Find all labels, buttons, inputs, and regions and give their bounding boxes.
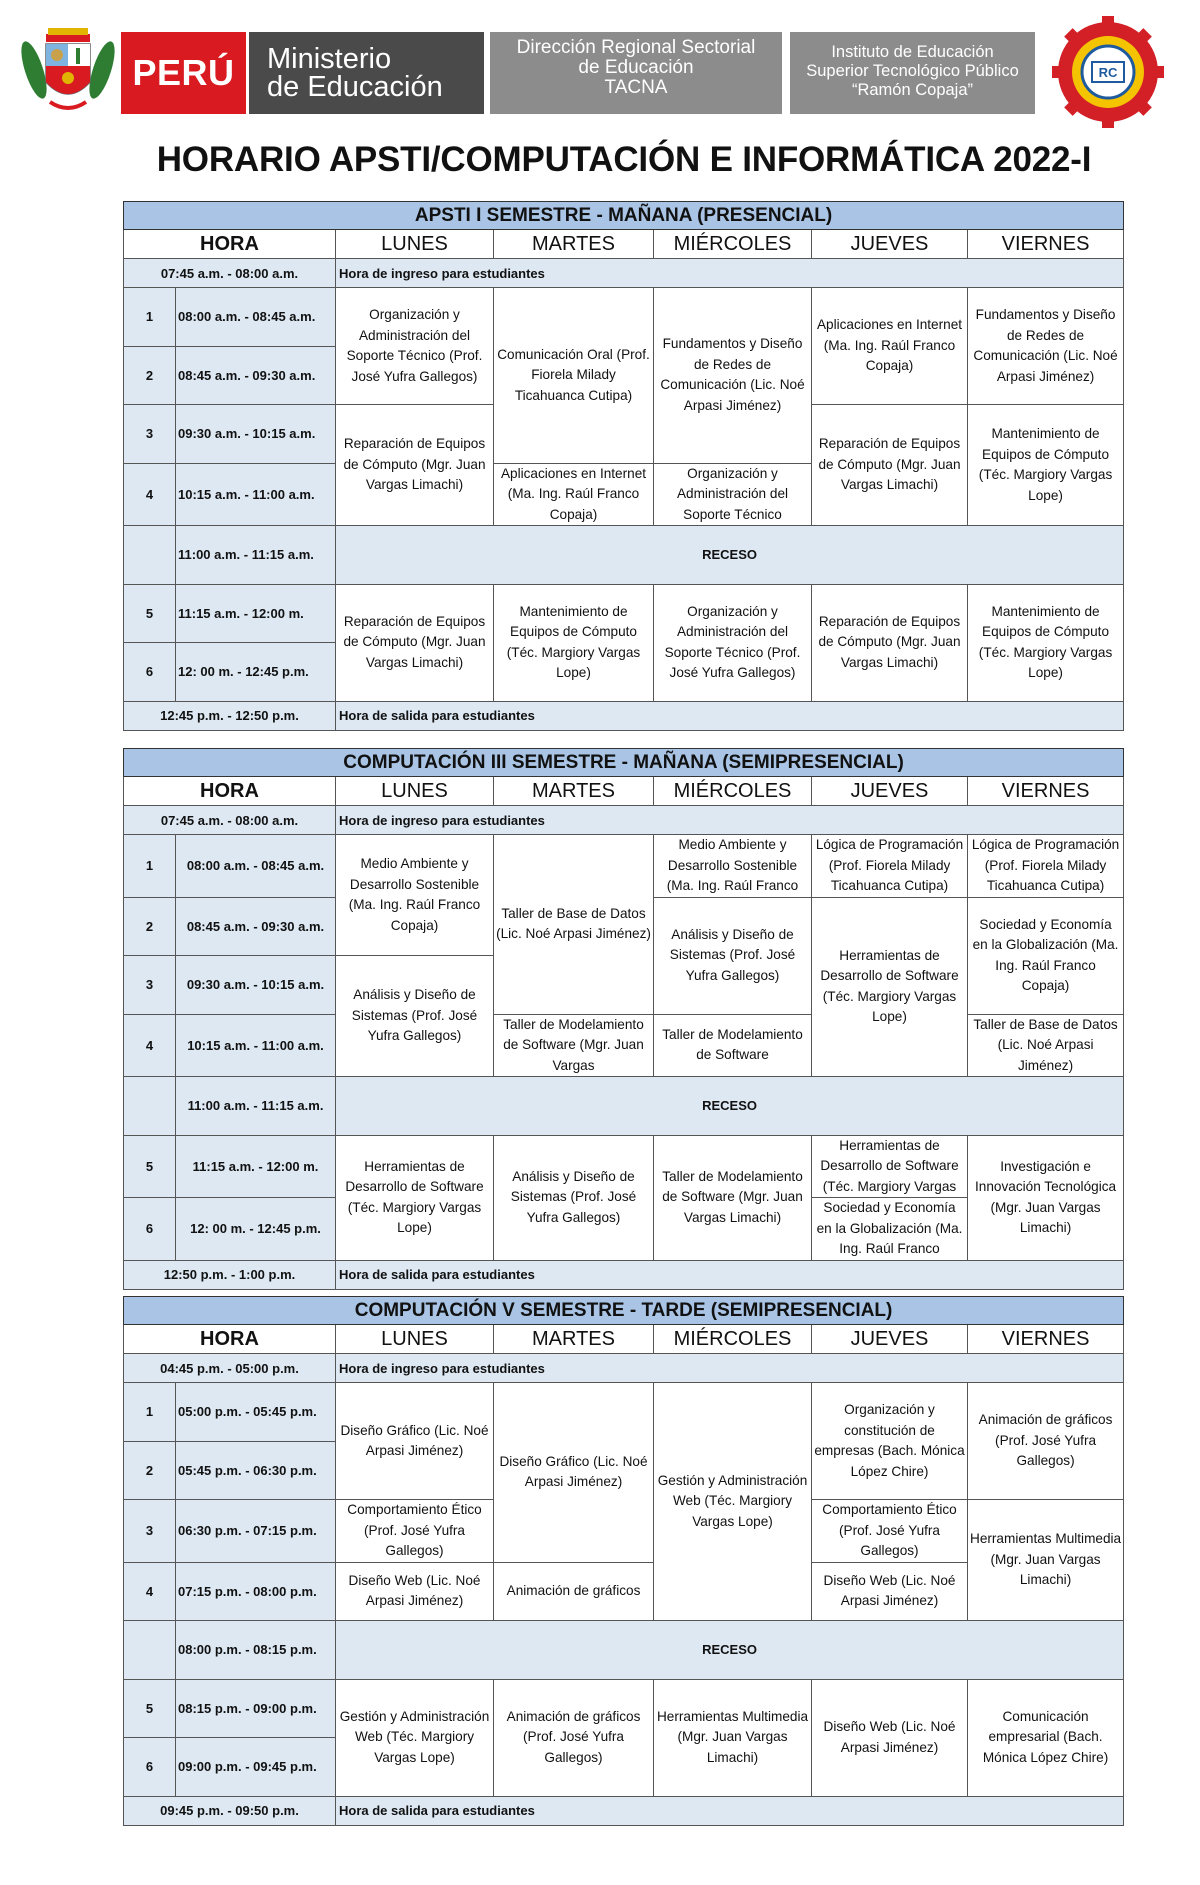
recess-time: 08:00 p.m. - 08:15 p.m. [176,1621,336,1680]
col-header-viernes: VIERNES [968,777,1124,806]
block-number: 4 [124,1014,176,1077]
block-time: 10:15 a.m. - 11:00 a.m. [176,463,336,526]
course-cell: Aplicaciones en Internet (Ma. Ing. Raúl Franco Copaja) [494,463,654,526]
exit-time: 12:45 p.m. - 12:50 p.m. [124,701,336,730]
course-cell: Fundamentos y Diseño de Redes de Comunicación (Lic. Noé Arpasi Jiménez) [968,288,1124,405]
course-cell: Reparación de Equipos de Cómputo (Mgr. Juan Vargas Limachi) [336,584,494,701]
recess-label: RECESO [336,1621,1124,1680]
course-cell: Comunicación empresarial (Bach. Mónica López Chire) [968,1679,1124,1796]
col-header-viernes: VIERNES [968,1325,1124,1354]
block-time: 09:30 a.m. - 10:15 a.m. [176,956,336,1015]
course-cell: Fundamentos y Diseño de Redes de Comunicación (Lic. Noé Arpasi Jiménez) [654,288,812,464]
ministerio-logo [246,32,484,114]
peru-logo: PERÚ [121,32,246,114]
block-number: 2 [124,346,176,405]
course-cell: Comportamiento Ético (Prof. José Yufra Gallegos) [812,1500,968,1563]
exit-time: 09:45 p.m. - 09:50 p.m. [124,1796,336,1825]
course-cell: Animación de gráficos [494,1562,654,1621]
block-time: 08:15 p.m. - 09:00 p.m. [176,1679,336,1738]
block-time: 08:00 a.m. - 08:45 a.m. [176,835,336,898]
course-cell: Animación de gráficos (Prof. José Yufra Gallegos) [494,1679,654,1796]
ministerio-line2: de Educación [267,71,443,103]
block-number: 4 [124,1562,176,1621]
exit-label: Hora de salida para estudiantes [336,1796,1124,1825]
block-number: 4 [124,463,176,526]
page-header [0,0,1200,125]
course-cell: Análisis y Diseño de Sistemas (Prof. José Yufra Gallegos) [494,1135,654,1260]
course-cell: Organización y Administración del Soporte Técnico (Prof. José Yufra Gallegos) [336,288,494,405]
course-cell: Herramientas de Desarrollo de Software (Téc. Margiory Vargas Lope) [812,897,968,1077]
iestp-line2: Superior Tecnológico Público [806,62,1019,80]
course-cell: Comportamiento Ético (Prof. José Yufra Gallegos) [336,1500,494,1563]
schedule-table-computacion-iii [123,748,1124,1290]
block-number: 3 [124,405,176,464]
iestp-line1: Instituto de Educación [831,43,994,61]
course-cell: Herramientas de Desarrollo de Software (Téc. Margiory Vargas [812,1135,968,1198]
block-number: 2 [124,1441,176,1500]
course-cell: Animación de gráficos (Prof. José Yufra Gallegos) [968,1383,1124,1500]
block-time: 12: 00 m. - 12:45 p.m. [176,643,336,702]
col-header-hora: HORA [124,1325,336,1354]
page-title: HORARIO APSTI/COMPUTACIÓN E INFORMÁTICA 2022-I [156,140,1092,179]
block-time: 11:15 a.m. - 12:00 m. [176,1135,336,1198]
block-number: 5 [124,584,176,643]
course-cell: Gestión y Administración Web (Téc. Margiory Vargas Lope) [336,1679,494,1796]
blank-cell [124,526,176,585]
schedule-table-computacion-v [123,1296,1124,1826]
course-cell: Mantenimiento de Equipos de Cómputo (Téc. Margiory Vargas Lope) [968,584,1124,701]
col-header-lunes: LUNES [336,777,494,806]
col-header-martes: MARTES [494,777,654,806]
course-cell: Sociedad y Economía en la Globalización (Ma. Ing. Raúl Franco [812,1198,968,1261]
col-header-martes: MARTES [494,230,654,259]
entry-label: Hora de ingreso para estudiantes [336,259,1124,288]
course-cell: Taller de Base de Datos (Lic. Noé Arpasi Jiménez) [968,1014,1124,1077]
course-cell: Diseño Web (Lic. Noé Arpasi Jiménez) [812,1562,968,1621]
recess-label: RECESO [336,526,1124,585]
block-time: 06:30 p.m. - 07:15 p.m. [176,1500,336,1563]
entry-label: Hora de ingreso para estudiantes [336,806,1124,835]
schedule-table-apsti-i [123,201,1124,731]
ministerio-line1: Ministerio [267,43,392,75]
recess-time: 11:00 a.m. - 11:15 a.m. [176,526,336,585]
course-cell: Diseño Web (Lic. Noé Arpasi Jiménez) [812,1679,968,1796]
exit-label: Hora de salida para estudiantes [336,701,1124,730]
course-cell: Taller de Modelamiento de Software (Mgr. Juan Vargas [494,1014,654,1077]
block-time: 08:45 a.m. - 09:30 a.m. [176,897,336,956]
course-cell: Investigación e Innovación Tecnológica (Mgr. Juan Vargas Limachi) [968,1135,1124,1260]
block-number: 6 [124,1738,176,1797]
course-cell: Herramientas de Desarrollo de Software (Téc. Margiory Vargas Lope) [336,1135,494,1260]
block-number: 1 [124,288,176,347]
block-time: 12: 00 m. - 12:45 p.m. [176,1198,336,1261]
col-header-hora: HORA [124,777,336,806]
course-cell: Mantenimiento de Equipos de Cómputo (Téc. Margiory Vargas Lope) [494,584,654,701]
block-number: 5 [124,1679,176,1738]
col-header-martes: MARTES [494,1325,654,1354]
table-title: APSTI I SEMESTRE - MAÑANA (PRESENCIAL) [124,202,1124,230]
course-cell: Medio Ambiente y Desarrollo Sostenible (Ma. Ing. Raúl Franco [654,835,812,898]
course-cell: Gestión y Administración Web (Téc. Margiory Vargas Lope) [654,1383,812,1621]
block-time: 05:00 p.m. - 05:45 p.m. [176,1383,336,1442]
col-header-miercoles: MIÉRCOLES [654,230,812,259]
peru-coat-of-arms-icon [20,24,116,114]
course-cell: Mantenimiento de Equipos de Cómputo (Téc. Margiory Vargas Lope) [968,405,1124,526]
course-cell: Herramientas Multimedia (Mgr. Juan Vargas Limachi) [654,1679,812,1796]
institute-seal-icon [1052,16,1164,128]
block-number: 6 [124,1198,176,1261]
col-header-jueves: JUEVES [812,1325,968,1354]
recess-label: RECESO [336,1077,1124,1136]
col-header-jueves: JUEVES [812,777,968,806]
exit-time: 12:50 p.m. - 1:00 p.m. [124,1260,336,1289]
iestp-line3: “Ramón Copaja” [851,81,974,99]
block-time: 09:30 a.m. - 10:15 a.m. [176,405,336,464]
blank-cell [124,1077,176,1136]
course-cell: Reparación de Equipos de Cómputo (Mgr. Juan Vargas Limachi) [336,405,494,526]
iestp-logo [790,32,1035,114]
course-cell: Análisis y Diseño de Sistemas (Prof. José Yufra Gallegos) [336,956,494,1077]
course-cell: Herramientas Multimedia (Mgr. Juan Vargas Limachi) [968,1500,1124,1621]
course-cell: Taller de Modelamiento de Software [654,1014,812,1077]
recess-time: 11:00 a.m. - 11:15 a.m. [176,1077,336,1136]
course-cell: Comunicación Oral (Prof. Fiorela Milady Ticahuanca Cutipa) [494,288,654,464]
col-header-viernes: VIERNES [968,230,1124,259]
block-number: 2 [124,897,176,956]
col-header-lunes: LUNES [336,1325,494,1354]
course-cell: Diseño Gráfico (Lic. Noé Arpasi Jiménez) [336,1383,494,1500]
course-cell: Taller de Base de Datos (Lic. Noé Arpasi Jiménez) [494,835,654,1015]
table-title: COMPUTACIÓN III SEMESTRE - MAÑANA (SEMIPRESENCIAL) [124,749,1124,777]
block-number: 1 [124,835,176,898]
course-cell: Diseño Web (Lic. Noé Arpasi Jiménez) [336,1562,494,1621]
entry-time: 07:45 a.m. - 08:00 a.m. [124,259,336,288]
col-header-hora: HORA [124,230,336,259]
col-header-miercoles: MIÉRCOLES [654,777,812,806]
seal-monogram: RC [1098,65,1118,80]
block-number: 5 [124,1135,176,1198]
course-cell: Medio Ambiente y Desarrollo Sostenible (Ma. Ing. Raúl Franco Copaja) [336,835,494,956]
blank-cell [124,1621,176,1680]
block-number: 1 [124,1383,176,1442]
block-number: 3 [124,1500,176,1563]
block-time: 08:45 a.m. - 09:30 a.m. [176,346,336,405]
entry-time: 07:45 a.m. - 08:00 a.m. [124,806,336,835]
exit-label: Hora de salida para estudiantes [336,1260,1124,1289]
course-cell: Lógica de Programación (Prof. Fiorela Milady Ticahuanca Cutipa) [812,835,968,898]
course-cell: Análisis y Diseño de Sistemas (Prof. José Yufra Gallegos) [654,897,812,1014]
course-cell: Sociedad y Economía en la Globalización (Ma. Ing. Raúl Franco Copaja) [968,897,1124,1014]
col-header-miercoles: MIÉRCOLES [654,1325,812,1354]
course-cell: Taller de Modelamiento de Software (Mgr. Juan Vargas Limachi) [654,1135,812,1260]
course-cell: Organización y constitución de empresas (Bach. Mónica López Chire) [812,1383,968,1500]
block-time: 08:00 a.m. - 08:45 a.m. [176,288,336,347]
drse-line1: Dirección Regional Sectorial [516,37,756,58]
drse-line2: de Educación [578,57,694,78]
course-cell: Reparación de Equipos de Cómputo (Mgr. Juan Vargas Limachi) [812,405,968,526]
block-time: 05:45 p.m. - 06:30 p.m. [176,1441,336,1500]
col-header-jueves: JUEVES [812,230,968,259]
course-cell: Lógica de Programación (Prof. Fiorela Milady Ticahuanca Cutipa) [968,835,1124,898]
drse-line3: TACNA [604,77,668,98]
course-cell: Reparación de Equipos de Cómputo (Mgr. Juan Vargas Limachi) [812,584,968,701]
course-cell: Organización y Administración del Soporte Técnico [654,463,812,526]
col-header-lunes: LUNES [336,230,494,259]
block-time: 07:15 p.m. - 08:00 p.m. [176,1562,336,1621]
block-time: 09:00 p.m. - 09:45 p.m. [176,1738,336,1797]
course-cell: Organización y Administración del Soporte Técnico (Prof. José Yufra Gallegos) [654,584,812,701]
block-number: 6 [124,643,176,702]
block-number: 3 [124,956,176,1015]
table-title: COMPUTACIÓN V SEMESTRE - TARDE (SEMIPRESENCIAL) [124,1297,1124,1325]
course-cell: Aplicaciones en Internet (Ma. Ing. Raúl Franco Copaja) [812,288,968,405]
entry-label: Hora de ingreso para estudiantes [336,1354,1124,1383]
entry-time: 04:45 p.m. - 05:00 p.m. [124,1354,336,1383]
drse-logo [490,32,782,114]
block-time: 10:15 a.m. - 11:00 a.m. [176,1014,336,1077]
course-cell: Diseño Gráfico (Lic. Noé Arpasi Jiménez) [494,1383,654,1563]
block-time: 11:15 a.m. - 12:00 m. [176,584,336,643]
